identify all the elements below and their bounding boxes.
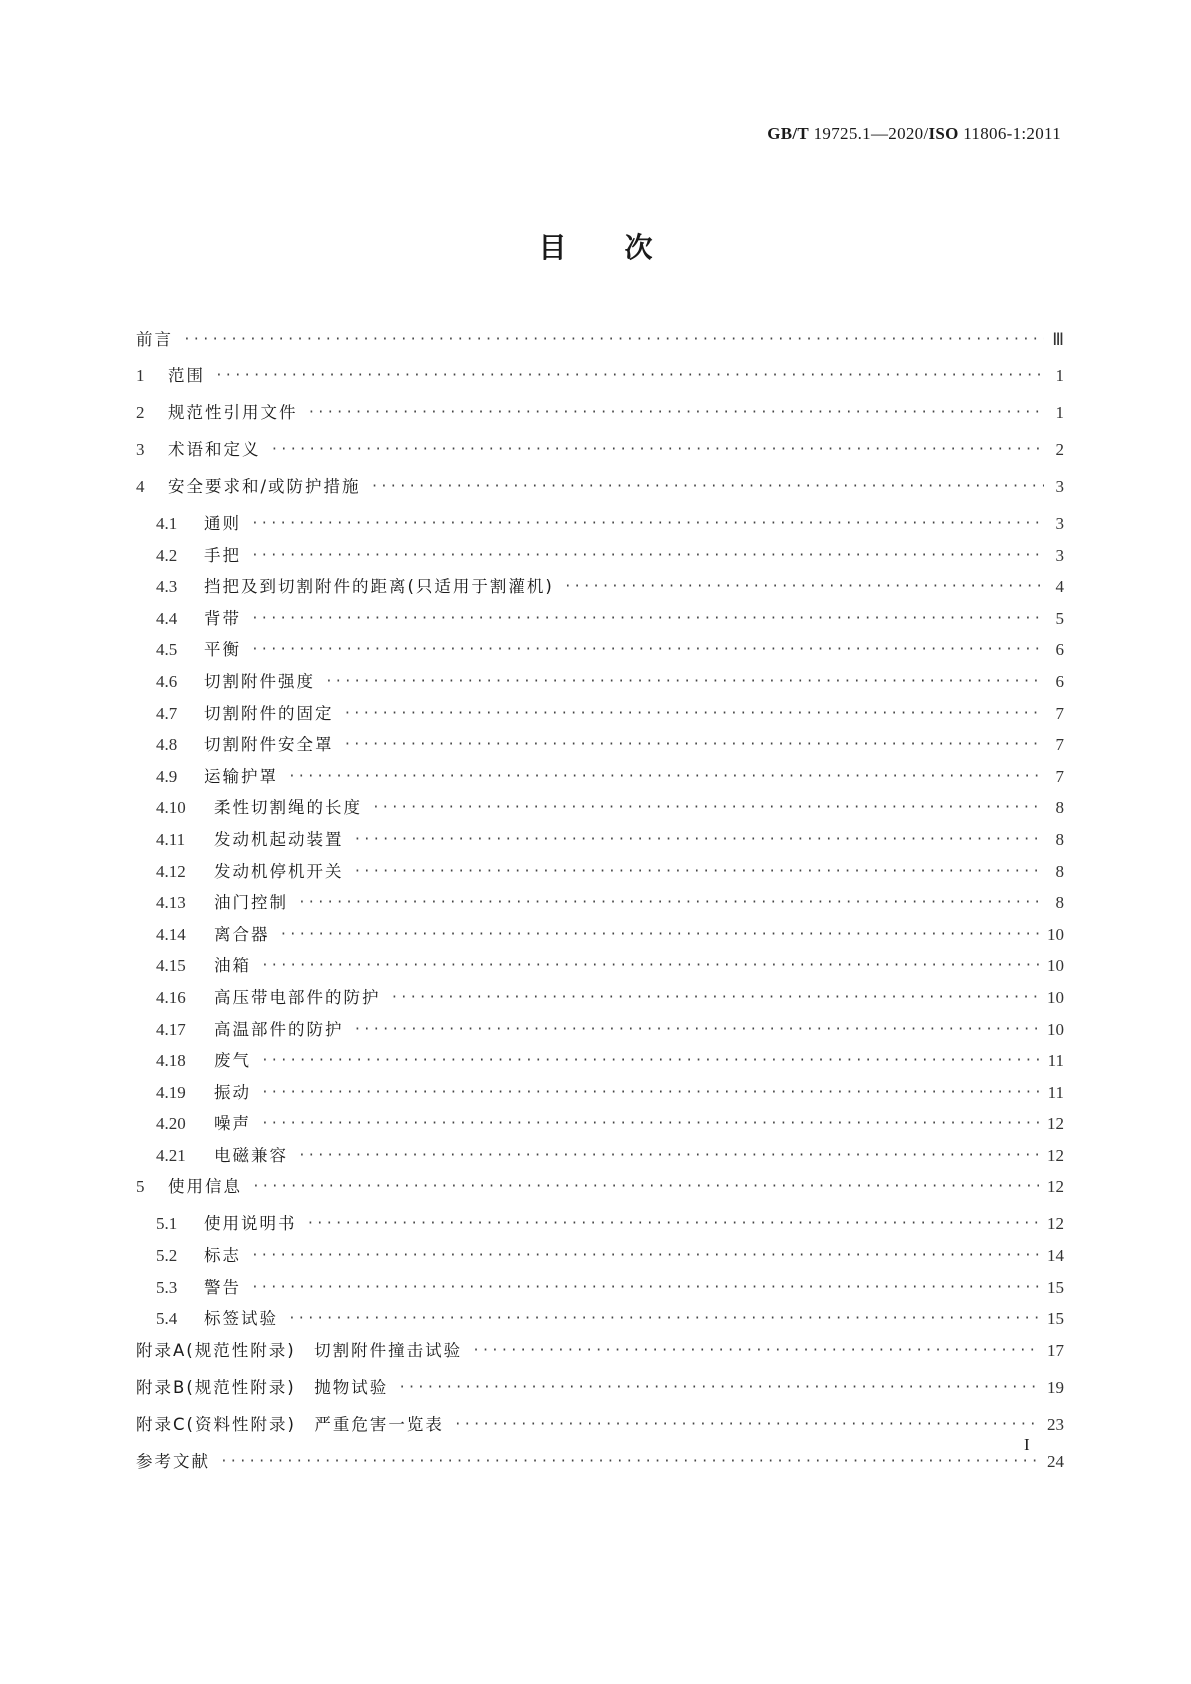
toc-leader-dots <box>325 674 1044 689</box>
toc-entry-page: 6 <box>1055 671 1064 691</box>
toc-entry-number: 4.19 <box>156 1082 186 1102</box>
toc-entry-page: 24 <box>1047 1451 1064 1471</box>
toc-entry-page: 1 <box>1055 366 1064 385</box>
toc-entry-title: 背带 <box>204 608 241 628</box>
toc-entry-number: 2 <box>136 403 145 422</box>
toc-entry-page: 17 <box>1047 1340 1064 1360</box>
toc-entry[interactable] <box>136 794 1064 826</box>
toc-leader-dots <box>454 1417 1039 1432</box>
toc-entry-page: 1 <box>1055 403 1064 422</box>
toc-entry-title: 规范性引用文件 <box>168 403 298 422</box>
toc-entry[interactable] <box>136 700 1064 732</box>
doc-code-number: 19725.1—2020/ <box>813 124 929 143</box>
toc-entry-number: 5.3 <box>156 1277 178 1297</box>
toc-leader-dots <box>251 1280 1039 1295</box>
toc-entry[interactable] <box>136 542 1064 574</box>
toc-entry-page: 7 <box>1055 735 1064 755</box>
toc-leader-dots <box>564 579 1044 594</box>
toc-leader-dots <box>308 405 1045 420</box>
toc-entry[interactable] <box>136 889 1064 921</box>
toc-entry-title: 通则 <box>204 514 241 533</box>
toc-entry[interactable] <box>136 1047 1064 1079</box>
toc-entry-page: 8 <box>1055 861 1064 881</box>
toc-leader-dots <box>252 1179 1039 1194</box>
toc-entry-page: 12 <box>1047 1214 1064 1234</box>
toc-leader-dots <box>251 642 1044 657</box>
toc-leader-dots <box>344 706 1045 721</box>
toc-leader-dots <box>251 611 1044 626</box>
toc-entry[interactable] <box>136 1337 1064 1374</box>
toc-leader-dots <box>307 1216 1040 1231</box>
toc-entry-number: 5.4 <box>156 1309 178 1329</box>
toc-entry-title: 附录B(规范性附录) 抛物试验 <box>136 1377 389 1397</box>
toc-entry-title: 标签试验 <box>204 1309 278 1329</box>
toc-leader-dots <box>261 958 1039 973</box>
toc-entry-number: 4.8 <box>156 735 178 755</box>
toc-entry-title: 参考文献 <box>136 1451 210 1471</box>
toc-entry[interactable] <box>136 952 1064 984</box>
toc-entry-page: 11 <box>1047 1051 1064 1071</box>
toc-entry-page: 11 <box>1047 1082 1064 1102</box>
toc-entry[interactable] <box>136 510 1064 542</box>
toc-entry-number: 4.11 <box>156 829 186 849</box>
toc-entry-title: 附录C(资料性附录) 严重危害一览表 <box>136 1414 444 1434</box>
toc-entry-title: 平衡 <box>204 640 241 660</box>
toc-entry-title: 电磁兼容 <box>214 1145 288 1165</box>
toc-leader-dots <box>251 1248 1039 1263</box>
toc-entry-page: 15 <box>1047 1309 1064 1329</box>
toc-entry-title: 运输护罩 <box>204 766 278 786</box>
toc-leader-dots <box>215 368 1044 383</box>
toc-entry-page: 8 <box>1055 798 1064 818</box>
toc-entry[interactable] <box>136 984 1064 1016</box>
toc-entry-page: 10 <box>1047 1019 1064 1039</box>
toc-entry[interactable] <box>136 1274 1064 1306</box>
toc-entry-number: 5 <box>136 1177 145 1197</box>
toc-entry[interactable] <box>136 362 1064 399</box>
toc-entry-number: 4.7 <box>156 703 178 723</box>
toc-entry-title: 使用说明书 <box>204 1214 297 1234</box>
toc-leader-dots <box>298 1148 1039 1163</box>
toc-entry-page: 12 <box>1047 1145 1064 1165</box>
toc-leader-dots <box>220 1454 1039 1469</box>
doc-code-iso: ISO <box>928 124 959 143</box>
toc-entry-page: 3 <box>1055 477 1064 496</box>
toc-entry-page: 10 <box>1047 956 1064 976</box>
toc-entry[interactable] <box>136 326 1064 362</box>
toc-leader-dots <box>251 516 1044 531</box>
toc-entry-page: 15 <box>1047 1277 1064 1297</box>
page-number: I <box>1024 1435 1030 1454</box>
toc-entry-page: 7 <box>1055 703 1064 723</box>
toc-entry-number: 1 <box>136 366 145 385</box>
toc-entry-title: 挡把及到切割附件的距离(只适用于割灌机) <box>204 577 554 597</box>
toc-leader-dots <box>280 927 1040 942</box>
toc-entry[interactable] <box>136 436 1064 473</box>
toc-entry-page: 3 <box>1055 514 1064 533</box>
toc-entry-number: 4.13 <box>156 893 186 913</box>
toc-entry-title: 警告 <box>204 1277 241 1297</box>
toc-entry[interactable] <box>136 1079 1064 1111</box>
toc-entry[interactable] <box>136 668 1064 700</box>
toc-entry-page: 12 <box>1047 1177 1064 1197</box>
toc-entry-number: 4.21 <box>156 1145 186 1165</box>
toc-entry-number: 4 <box>136 477 145 496</box>
toc-entry-number: 4.12 <box>156 861 186 881</box>
toc-entry-title: 附录A(规范性附录) 切割附件撞击试验 <box>136 1340 463 1360</box>
document-code <box>767 124 1061 144</box>
toc-entry-title: 油箱 <box>214 956 251 976</box>
toc-entry[interactable] <box>136 473 1064 510</box>
toc-entry[interactable] <box>136 858 1064 890</box>
toc-leader-dots <box>354 832 1045 847</box>
toc-entry-page: 3 <box>1055 545 1064 565</box>
toc-entry-title: 发动机停机开关 <box>214 861 344 881</box>
toc-entry-number: 4.20 <box>156 1114 186 1134</box>
toc-entry-page: 12 <box>1047 1114 1064 1134</box>
toc-leader-dots <box>261 1053 1040 1068</box>
toc-entry-title: 柔性切割绳的长度 <box>214 798 362 818</box>
toc-entry[interactable] <box>136 763 1064 795</box>
toc-entry[interactable] <box>136 1411 1064 1448</box>
toc-entry-page: 2 <box>1055 440 1064 459</box>
toc-entry-title: 标志 <box>204 1246 241 1266</box>
toc-entry[interactable] <box>136 1448 1064 1485</box>
toc-entry-page: 5 <box>1055 608 1064 628</box>
toc-entry-page: 8 <box>1055 893 1064 913</box>
toc-leader-dots <box>271 442 1045 457</box>
toc-entry-title: 手把 <box>204 545 241 565</box>
toc-entry[interactable] <box>136 636 1064 668</box>
toc-entry[interactable] <box>136 573 1064 605</box>
toc-leader-dots <box>344 737 1045 752</box>
toc-entry-number: 4.4 <box>156 608 178 628</box>
toc-entry-title: 高压带电部件的防护 <box>214 987 381 1007</box>
toc-leader-dots <box>288 769 1044 784</box>
toc-entry-title: 安全要求和/或防护措施 <box>168 477 361 496</box>
toc-entry[interactable] <box>136 399 1064 436</box>
toc-entry-page: 23 <box>1047 1414 1064 1434</box>
toc-entry-page: 7 <box>1055 766 1064 786</box>
toc-leader-dots <box>251 548 1044 563</box>
toc-leader-dots <box>398 1380 1039 1395</box>
toc-entry[interactable] <box>136 1016 1064 1048</box>
toc-entry[interactable] <box>136 731 1064 763</box>
toc-entry-title: 使用信息 <box>168 1177 242 1197</box>
toc-leader-dots <box>261 1116 1039 1131</box>
toc-entry-page: 4 <box>1055 577 1064 597</box>
toc-entry-number: 4.18 <box>156 1051 186 1071</box>
toc-entry-title: 术语和定义 <box>168 440 261 459</box>
toc-entry-title: 振动 <box>214 1082 251 1102</box>
toc-entry[interactable] <box>136 605 1064 637</box>
toc-entry-number: 4.6 <box>156 671 178 691</box>
toc-leader-dots <box>298 895 1044 910</box>
toc-entry-title: 范围 <box>168 366 205 385</box>
toc-entry-page: 10 <box>1047 924 1064 944</box>
toc-entry-number: 4.2 <box>156 545 178 565</box>
toc-entry-number: 4.10 <box>156 798 186 818</box>
toc-leader-dots <box>371 479 1044 494</box>
toc-entry-number: 4.3 <box>156 577 178 597</box>
toc-entry-title: 高温部件的防护 <box>214 1019 344 1039</box>
doc-code-prefix: GB/T <box>767 124 810 143</box>
doc-code-iso-number: 11806-1:2011 <box>963 124 1061 143</box>
toc-entry-number: 4.1 <box>156 514 178 533</box>
toc-entry-number: 3 <box>136 440 145 459</box>
toc-leader-dots <box>372 800 1044 815</box>
toc-entry-page: Ⅲ <box>1052 330 1064 349</box>
toc-leader-dots <box>261 1085 1040 1100</box>
toc-entry[interactable] <box>136 1305 1064 1337</box>
toc-entry[interactable] <box>136 1110 1064 1142</box>
toc-entry-page: 10 <box>1047 987 1064 1007</box>
toc-entry-number: 4.15 <box>156 956 186 976</box>
toc-entry[interactable] <box>136 921 1064 953</box>
toc-entry[interactable] <box>136 826 1064 858</box>
toc-entry-number: 4.17 <box>156 1019 186 1039</box>
toc-leader-dots <box>391 990 1040 1005</box>
toc-leader-dots <box>288 1311 1039 1326</box>
toc-leader-dots <box>354 1022 1040 1037</box>
toc-leader-dots <box>183 332 1044 347</box>
toc-entry-title: 切割附件强度 <box>204 671 315 691</box>
toc-entry-title: 噪声 <box>214 1114 251 1134</box>
page-title: 目次 <box>538 231 711 264</box>
toc-entry[interactable] <box>136 1374 1064 1411</box>
toc-entry-title: 切割附件安全罩 <box>204 735 334 755</box>
toc-entry-page: 14 <box>1047 1246 1064 1266</box>
toc-entry[interactable] <box>136 1242 1064 1274</box>
toc-entry-title: 切割附件的固定 <box>204 703 334 723</box>
toc-entry-title: 发动机起动装置 <box>214 829 344 849</box>
toc-entry-page: 19 <box>1047 1377 1064 1397</box>
toc-entry-number: 4.5 <box>156 640 178 660</box>
toc-entry-title: 离合器 <box>214 924 270 944</box>
toc-entry-number: 4.14 <box>156 924 186 944</box>
toc-entry-title: 前言 <box>136 330 173 349</box>
toc-entry[interactable] <box>136 1173 1064 1210</box>
toc-entry-page: 8 <box>1055 829 1064 849</box>
toc-entry-number: 5.2 <box>156 1246 178 1266</box>
toc-entry-number: 5.1 <box>156 1214 178 1234</box>
table-of-contents <box>136 326 1064 1485</box>
toc-leader-dots <box>354 864 1045 879</box>
toc-entry[interactable] <box>136 1142 1064 1174</box>
toc-entry-title: 废气 <box>214 1051 251 1071</box>
toc-entry-number: 4.16 <box>156 987 186 1007</box>
toc-entry-number: 4.9 <box>156 766 178 786</box>
toc-entry-title: 油门控制 <box>214 893 288 913</box>
toc-entry-page: 6 <box>1055 640 1064 660</box>
toc-leader-dots <box>472 1343 1039 1358</box>
toc-entry[interactable] <box>136 1210 1064 1242</box>
